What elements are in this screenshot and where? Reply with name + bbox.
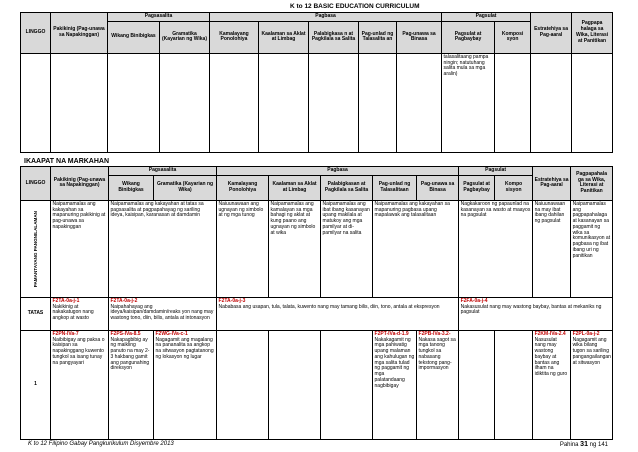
cell <box>397 53 442 152</box>
cell-palabigkasan: Naipamamalas ang ibat ibang kasanayan upang makilala at matukoy ang mga pamilyar at di-pamilyar na salita <box>321 200 373 297</box>
cell-tatas-pagsulat <box>459 297 613 330</box>
col-header-pagsulat: Pagsulat <box>442 13 531 22</box>
competency-code: F2FA-0a-j-4 <box>460 297 488 304</box>
col-header-gramatika: Gramatika (Kayarian ng Wika) <box>154 175 217 200</box>
competency-code: F2PS-IVa-8.5 <box>110 330 141 337</box>
col-header-pagsulat-baybay: Pagsulat at Pagbaybay <box>442 21 495 53</box>
cell <box>217 330 269 439</box>
cell-tatas-pakikinig <box>51 297 109 330</box>
competency-text: Naibibigay ang paksa o kaisipan sa napakinggang kuwento tungkol sa isang tunay na pangyayari <box>52 336 105 366</box>
competency-text: Nasusulat nang may wastong baybay at bantas ang ilham na idiktita ng guro <box>534 336 568 377</box>
competency-code: F2PT-IVa-d-1.9 <box>374 330 409 337</box>
col-header-kaalaman: Kaalaman sa Aklat at Limbag <box>269 175 321 200</box>
competency-text: Naipahahayag ang ideya/kaisipan/damdamin/reaks yon nang may wastong tono, diin, bilis, antala at intonasyon <box>110 303 214 321</box>
competency-text: Nakikinig at nakakatugon nang angkop at wasto <box>52 303 94 321</box>
top-curriculum-table <box>20 12 613 153</box>
cell-week1-estratehiya <box>533 330 571 439</box>
col-header-lingo: LINGGO <box>21 13 51 54</box>
col-header-pag-unawa: Pag-unawa sa Binasa <box>397 21 442 53</box>
col-header-pag-unlad: Pag-unlad ng Talasalita an <box>359 21 397 53</box>
cell-week1-pag-unawa <box>417 330 459 439</box>
col-header-lingo: LINGGO <box>21 167 51 201</box>
competency-code: F2PN-IVa-7 <box>52 330 79 337</box>
row-label-tatas: TATAS <box>21 297 51 330</box>
cell-tatas-pagbasa <box>217 297 459 330</box>
col-header-estratehiya: Estratehiya sa Pag-aaral <box>533 167 571 201</box>
cell-week1-wikang <box>109 330 154 439</box>
competency-text: Nagagamit ang magalang na pananalita sa angkop na sitwasyon pagtatanong ng lokasyon ng lugar <box>155 336 214 360</box>
page-prefix: Pahina <box>559 442 579 448</box>
col-header-komposisyon: Komposi syon <box>495 21 531 53</box>
col-header-kamalayang: Kamalayang Ponolohiya <box>217 175 269 200</box>
competency-code: F2WG-IVa-c-1 <box>155 330 188 337</box>
cell <box>269 330 321 439</box>
col-header-pakikinig: Pakikinig (Pag-unawa sa Napakinggan) <box>51 13 108 54</box>
col-header-pagpapahalaga: Pagpapahala ga sa Wika, Literasi at Panitikan <box>571 167 613 201</box>
cell <box>495 330 533 439</box>
col-header-pagpapahalaga: Pagpapa halaga sa Wika, Literasi at Panitikan <box>572 13 613 54</box>
cell <box>572 53 613 152</box>
col-header-kaalaman: Kaalaman sa Aklat at Limbag <box>259 21 309 53</box>
main-curriculum-table <box>20 166 613 440</box>
page-suffix: ng 141 <box>589 442 608 448</box>
cell-pag-unlad: Naipamamalas ang kakayahan sa mapanuring pagbasa upang mapalawak ang talasalitaan <box>373 200 459 297</box>
cell <box>459 330 495 439</box>
cell-week1-pakikinig <box>51 330 109 439</box>
cell-week1-pagpapahalaga <box>571 330 613 439</box>
cell-kamalayang: Naiuunawaan ang ugnayan ng simbolo at ng mga tunog <box>217 200 269 297</box>
cell <box>210 53 259 152</box>
cell <box>495 53 531 152</box>
competency-text: Nagagamit ang wika bilang tugon sa sariling pangangailangan at sitwasyon <box>572 336 611 366</box>
col-header-pagsasalita: Pagsasalita <box>109 167 217 176</box>
competency-code: F2TA-0a-j-1 <box>52 297 80 304</box>
col-header-pagbasa: Pagbasa <box>210 13 442 22</box>
cell <box>160 53 210 152</box>
cell <box>309 53 359 152</box>
competency-code: F2PB-IVa-3.2- <box>418 330 451 337</box>
cell-pakikinig: Naipamamalas ang kakayahan sa mapanuring pakikinig at pag-unawa sa napakinggan <box>51 200 109 297</box>
competency-text: Nakakagamit ng mga pahiwatig upang malaman ang kahulugan ng mga salita tulad ng paggamit ng mga palatandaang nagbibigay <box>374 336 415 389</box>
cell-week1-pag-unlad <box>373 330 417 439</box>
cell <box>531 53 572 152</box>
col-header-pagsulat-baybay: Pagsulat at Pagbaybay <box>459 175 495 200</box>
document-title: K to 12 BASIC EDUCATION CURRICULUM <box>290 3 420 10</box>
cell-estratehiya: Naiuunawaan na may ibat ibang dahilan ng pagsulat <box>533 200 571 297</box>
col-header-gramatika: Gramatika (Kayarian ng Wika) <box>160 21 210 53</box>
cell-pagpapahalaga: Naipamamalas ang pagpapahalaga at kasanayan sa paggamit ng wika sa komunikasyon at pagbasa ng ibat ibang uri ng panitikan <box>571 200 613 297</box>
cell <box>321 330 373 439</box>
col-header-komposisyon: Kompo sisyon <box>495 175 533 200</box>
competency-text: Nakasa sagot sa mga tanong tungkol sa nabasang tekstong pang-impormasyon <box>418 336 456 372</box>
competency-text: Nakapagbibig ay ng maikling panuto na may 2-3 hakbang gamit ang pangunahing direksyon <box>110 336 150 372</box>
competency-text: Nababasa ang usapan, tula, talata, kuwento nang may tamang bilis, diin, tono, antala at ekspresyon <box>218 303 440 310</box>
col-header-palabigkasan: Palabigkasan at Pagkilala sa Salita <box>321 175 373 200</box>
row-label-week: 1 <box>21 330 51 439</box>
col-header-pagsasalita: Pagsasalita <box>108 13 210 22</box>
competency-code: F2KM-IVa-2.4 <box>534 330 566 337</box>
cell <box>359 53 397 152</box>
competency-code: F2TA-0a-j-3 <box>218 297 246 304</box>
col-header-palabigkasan: Palabigkasa n at Pagkilala sa Salita <box>309 21 359 53</box>
footer-document-name: K to 12 Filipino Gabay Pangkurikulum Disyembre 2013 <box>28 441 174 447</box>
quarter-heading: IKAAPAT NA MARKAHAN <box>24 158 110 165</box>
cell <box>21 53 51 152</box>
cell-talasalitaan: talasalitaang pampa ningin; natutuhang salita mula sa mga aralin) <box>442 53 495 152</box>
page-current: 31 <box>580 441 588 448</box>
col-header-pagsulat: Pagsulat <box>459 167 533 176</box>
cell-pagsasalita: Naipamamalas ang kakayahan at tatas sa pagsasalita at pagpapahayag ng sariling ideya, kaisipan, karanasan at damdamin <box>109 200 217 297</box>
cell-tatas-pagsasalita <box>109 297 217 330</box>
col-header-pag-unlad: Pag-unlad ng Talasalitaan <box>373 175 417 200</box>
competency-code: F2TA-0a-j-2 <box>110 297 138 304</box>
col-header-estratehiya: Estratehiya sa Pag-aaral <box>531 13 572 54</box>
cell <box>51 53 108 152</box>
cell <box>108 53 160 152</box>
cell <box>259 53 309 152</box>
pamantayan-label: PAMANTAYANG PANGNILALAMAN <box>32 210 38 287</box>
col-header-kamalayang: Kamalayang Ponolohiya <box>210 21 259 53</box>
cell-week1-gramatika <box>154 330 217 439</box>
competency-text: Nakasusulat nang may wastong baybay, bantas at mekaniks ng pagsulat <box>460 303 602 316</box>
col-header-wikang-binibigkas: Wikang Binibigkas <box>108 21 160 53</box>
col-header-pag-unawa: Pag-unawa sa Binasa <box>417 175 459 200</box>
cell-pagsulat: Nagkakaroon ng papaunlad na kasanayan sa wasto at maayos na pagsulat <box>459 200 533 297</box>
col-header-wikang-binibigkas: Wikang Binibigkas <box>109 175 154 200</box>
footer-page-number <box>560 441 608 449</box>
col-header-pagbasa: Pagbasa <box>217 167 459 176</box>
col-header-pakikinig: Pakikinig (Pag-unawa sa Napakinggan) <box>51 167 109 201</box>
row-label-pamantayan <box>21 200 51 297</box>
cell-kaalaman: Naipamamalas ang kamalayan sa mga bahagi ng aklat at kung paano ang ugnayan ng simbolo at wika <box>269 200 321 297</box>
competency-code: F2PL-0a-j-2 <box>572 330 600 337</box>
